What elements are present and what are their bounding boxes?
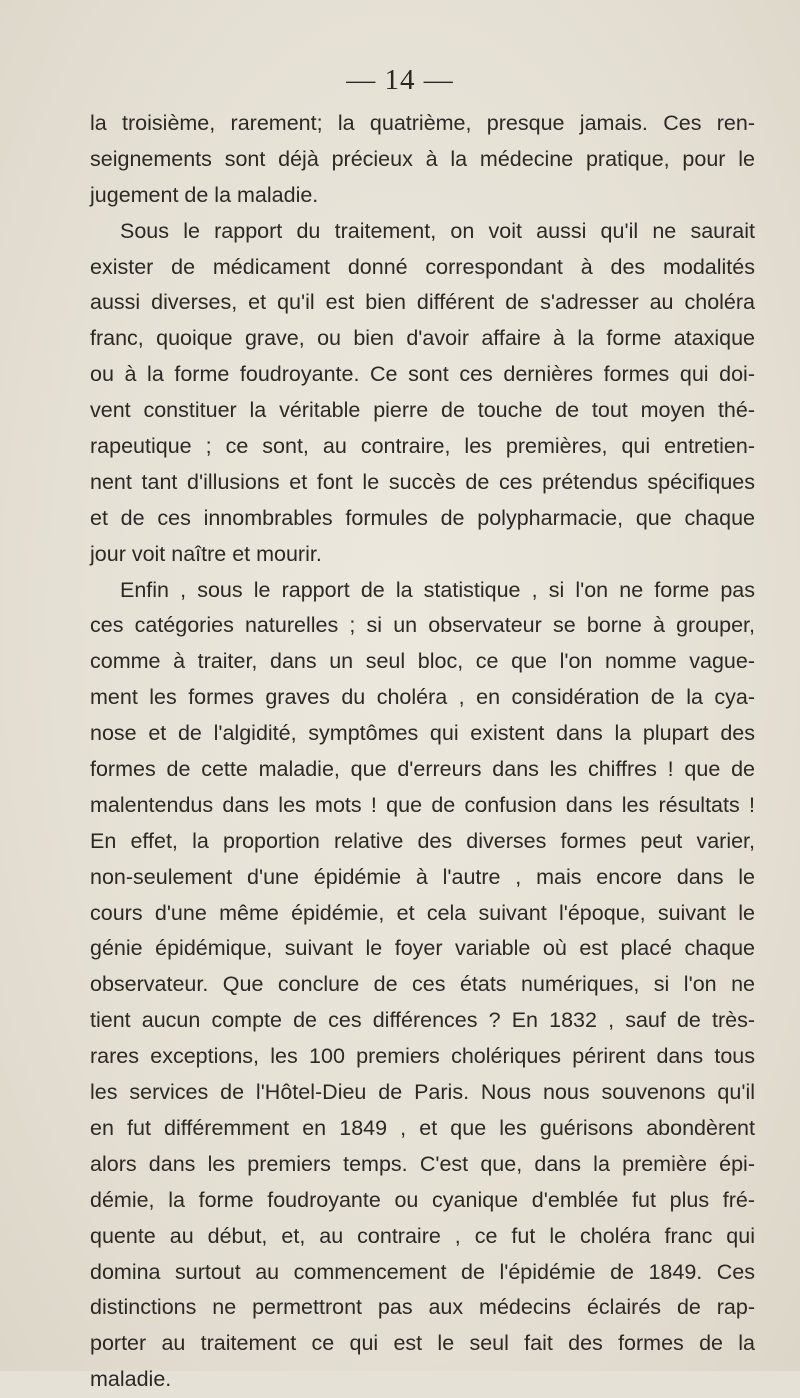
paragraph — [90, 106, 755, 214]
text-line: démie, la forme foudroyante ou cyanique d'emblée fut plus fré- — [90, 1187, 755, 1212]
text-line: la troisième, rarement; la quatrième, presque jamais. Ces ren- — [90, 111, 755, 135]
text-line: domina surtout au commencement de l'épidémie de 1849. Ces — [90, 1259, 755, 1284]
text-line: aussi diverses, et qu'il est bien différent de s'adresser au choléra — [90, 290, 755, 315]
paragraph — [90, 573, 755, 1398]
text-line: les services de l'Hôtel-Dieu de Paris. Nous nous souvenons qu'il — [90, 1080, 755, 1105]
text-line: génie épidémique, suivant le foyer variable où est placé chaque — [90, 936, 755, 961]
text-line: formes de cette maladie, que d'erreurs dans les chiffres ! que de — [90, 757, 755, 782]
text-line: rapeutique ; ce sont, au contraire, les premières, qui entretien- — [90, 434, 755, 459]
text-line: En effet, la proportion relative des diverses formes peut varier, — [90, 828, 755, 853]
body-text — [90, 106, 755, 1398]
text-line: nose et de l'algidité, symptômes qui existent dans la plupart des — [90, 721, 755, 746]
text-line: observateur. Que conclure de ces états numériques, si l'on ne — [90, 972, 755, 997]
text-line: franc, quoique grave, ou bien d'avoir affaire à la forme ataxique — [90, 326, 755, 351]
text-line: non-seulement d'une épidémie à l'autre , mais encore dans le — [90, 864, 755, 889]
text-line: Sous le rapport du traitement, on voit aussi qu'il ne saurait — [120, 218, 755, 243]
text-line: exister de médicament donné correspondant à des modalités — [90, 254, 755, 279]
text-line: ment les formes graves du choléra , en considération de la cya- — [90, 685, 755, 710]
page-number: — 14 — — [346, 64, 454, 96]
text-line: distinctions ne permettront pas aux médecins éclairés de rap- — [90, 1295, 755, 1320]
text-line: alors dans les premiers temps. C'est que, dans la première épi- — [90, 1151, 755, 1176]
text-line: seignements sont déjà précieux à la médecine pratique, pour le — [90, 146, 755, 171]
text-line: ou à la forme foudroyante. Ce sont ces dernières formes qui doi- — [90, 362, 755, 387]
text-line: malentendus dans les mots ! que de confusion dans les résultats ! — [90, 792, 755, 817]
text-line: porter au traitement ce qui est le seul fait des formes de la — [90, 1331, 755, 1356]
text-line: comme à traiter, dans un seul bloc, ce que l'on nomme vague- — [90, 649, 755, 674]
text-line: Enfin , sous le rapport de la statistique , si l'on ne forme pas — [120, 577, 755, 602]
text-line: maladie. — [90, 1367, 172, 1392]
text-line: vent constituer la véritable pierre de touche de tout moyen thé- — [90, 398, 755, 423]
text-line: ces catégories naturelles ; si un observateur se borne à grouper, — [90, 613, 755, 638]
text-line: jugement de la maladie. — [90, 182, 319, 207]
text-line: rares exceptions, les 100 premiers cholériques périrent dans tous — [90, 1044, 755, 1069]
text-line: tient aucun compte de ces différences ? En 1832 , sauf de très- — [90, 1008, 755, 1033]
text-line: jour voit naître et mourir. — [90, 541, 322, 566]
text-line: quente au début, et, au contraire , ce fut le choléra franc qui — [90, 1223, 755, 1248]
text-line: et de ces innombrables formules de polypharmacie, que chaque — [90, 505, 755, 530]
text-line: en fut différemment en 1849 , et que les guérisons abondèrent — [90, 1115, 755, 1140]
text-line: cours d'une même épidémie, et cela suivant l'époque, suivant le — [90, 900, 755, 925]
text-line: nent tant d'illusions et font le succès de ces prétendus spécifiques — [90, 469, 755, 494]
paragraph — [90, 214, 755, 573]
